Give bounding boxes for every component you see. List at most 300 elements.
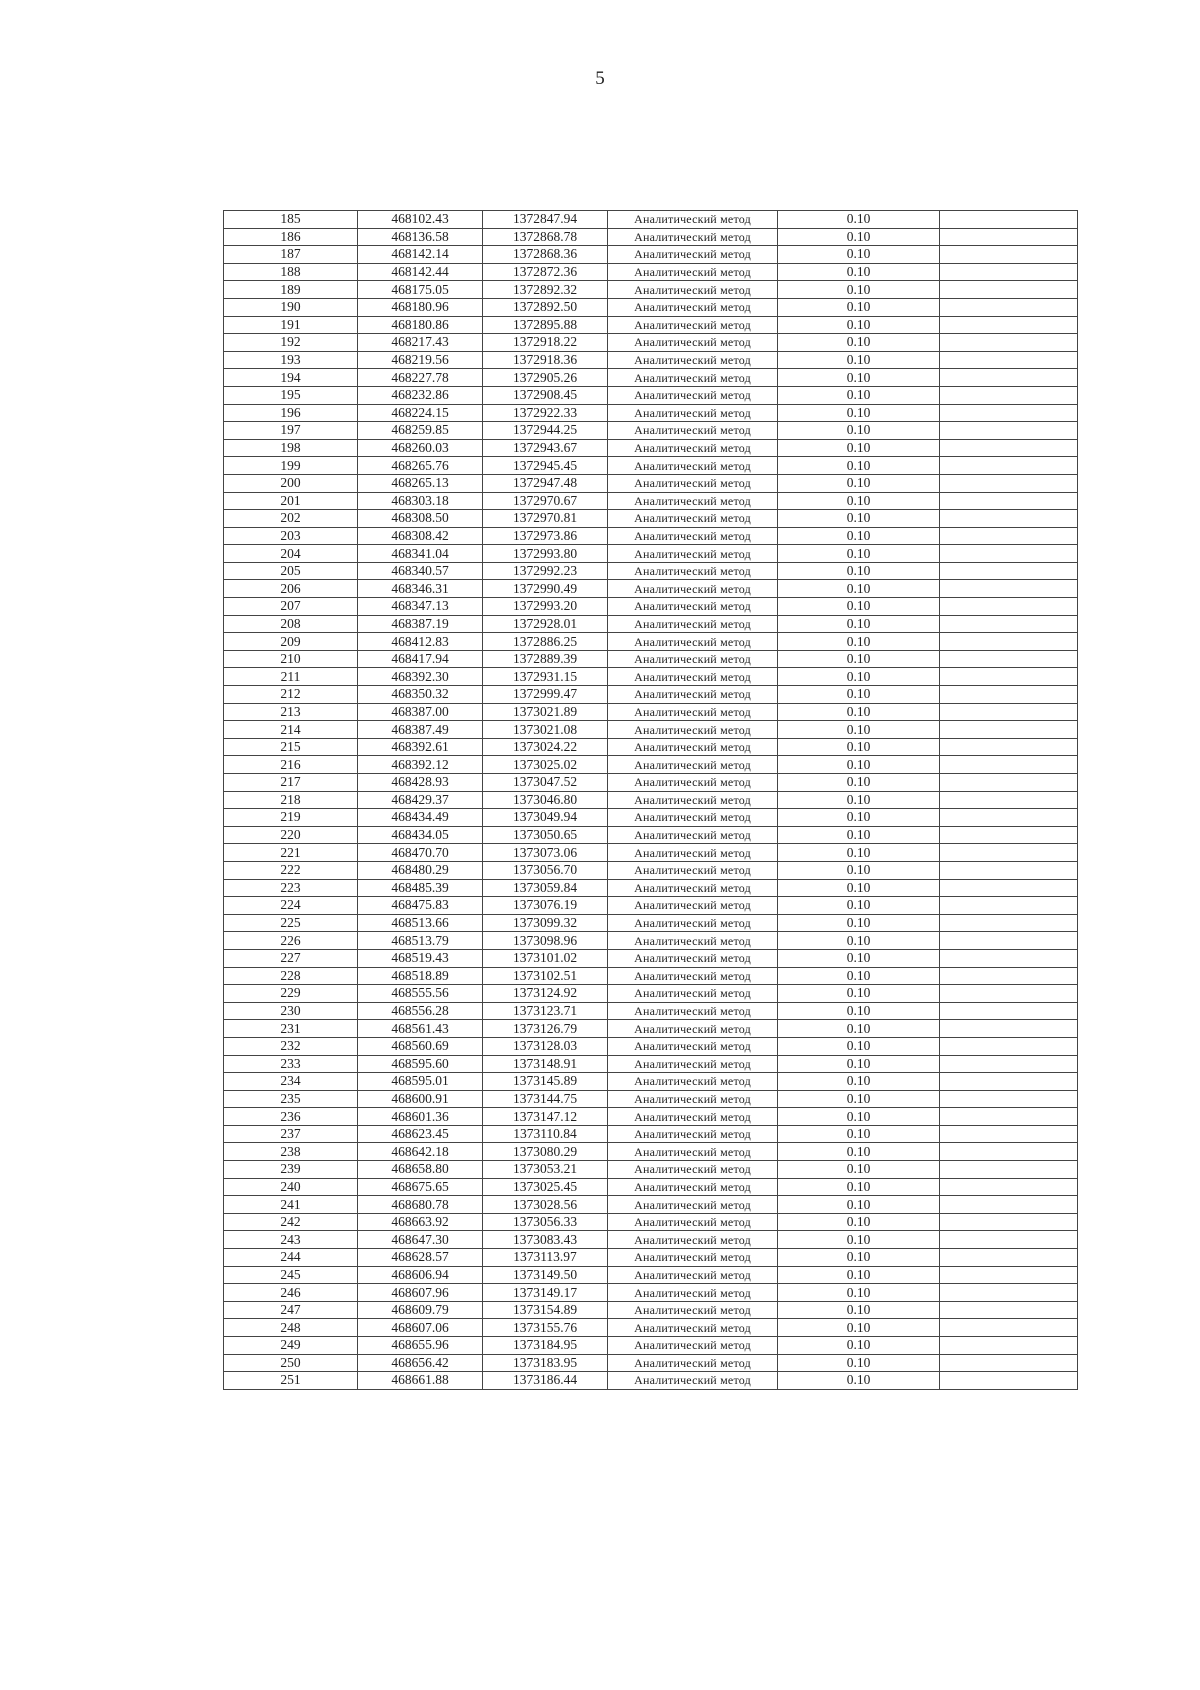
method-cell: Аналитический метод xyxy=(608,545,778,563)
method-cell: Аналитический метод xyxy=(608,369,778,387)
accuracy-cell: 0.10 xyxy=(778,457,940,475)
y-coordinate-cell: 1372922.33 xyxy=(483,404,608,422)
point-number-cell: 189 xyxy=(224,281,358,299)
accuracy-cell: 0.10 xyxy=(778,281,940,299)
note-cell xyxy=(940,844,1078,862)
point-number-cell: 203 xyxy=(224,527,358,545)
method-cell: Аналитический метод xyxy=(608,1337,778,1355)
point-number-cell: 194 xyxy=(224,369,358,387)
note-cell xyxy=(940,1020,1078,1038)
point-number-cell: 201 xyxy=(224,492,358,510)
accuracy-cell: 0.10 xyxy=(778,1125,940,1143)
x-coordinate-cell: 468217.43 xyxy=(358,334,483,352)
method-cell: Аналитический метод xyxy=(608,1196,778,1214)
note-cell xyxy=(940,791,1078,809)
y-coordinate-cell: 1373102.51 xyxy=(483,967,608,985)
y-coordinate-cell: 1372905.26 xyxy=(483,369,608,387)
note-cell xyxy=(940,1372,1078,1390)
y-coordinate-cell: 1373144.75 xyxy=(483,1090,608,1108)
y-coordinate-cell: 1373148.91 xyxy=(483,1055,608,1073)
x-coordinate-cell: 468392.30 xyxy=(358,668,483,686)
x-coordinate-cell: 468600.91 xyxy=(358,1090,483,1108)
y-coordinate-cell: 1372993.80 xyxy=(483,545,608,563)
x-coordinate-cell: 468675.65 xyxy=(358,1178,483,1196)
table-row xyxy=(224,351,1078,369)
note-cell xyxy=(940,932,1078,950)
accuracy-cell: 0.10 xyxy=(778,985,940,1003)
accuracy-cell: 0.10 xyxy=(778,492,940,510)
method-cell: Аналитический метод xyxy=(608,791,778,809)
accuracy-cell: 0.10 xyxy=(778,897,940,915)
y-coordinate-cell: 1373183.95 xyxy=(483,1354,608,1372)
point-number-cell: 225 xyxy=(224,914,358,932)
table-row xyxy=(224,369,1078,387)
method-cell: Аналитический метод xyxy=(608,562,778,580)
table-row xyxy=(224,967,1078,985)
table-row xyxy=(224,1354,1078,1372)
y-coordinate-cell: 1373147.12 xyxy=(483,1108,608,1126)
method-cell: Аналитический метод xyxy=(608,1301,778,1319)
point-number-cell: 239 xyxy=(224,1161,358,1179)
method-cell: Аналитический метод xyxy=(608,809,778,827)
note-cell xyxy=(940,1337,1078,1355)
point-number-cell: 233 xyxy=(224,1055,358,1073)
y-coordinate-cell: 1373155.76 xyxy=(483,1319,608,1337)
y-coordinate-cell: 1372928.01 xyxy=(483,615,608,633)
note-cell xyxy=(940,967,1078,985)
accuracy-cell: 0.10 xyxy=(778,527,940,545)
note-cell xyxy=(940,492,1078,510)
method-cell: Аналитический метод xyxy=(608,211,778,229)
point-number-cell: 230 xyxy=(224,1002,358,1020)
note-cell xyxy=(940,351,1078,369)
note-cell xyxy=(940,1319,1078,1337)
x-coordinate-cell: 468387.00 xyxy=(358,703,483,721)
point-number-cell: 223 xyxy=(224,879,358,897)
table-row xyxy=(224,1002,1078,1020)
point-number-cell: 192 xyxy=(224,334,358,352)
point-number-cell: 199 xyxy=(224,457,358,475)
point-number-cell: 218 xyxy=(224,791,358,809)
note-cell xyxy=(940,580,1078,598)
x-coordinate-cell: 468560.69 xyxy=(358,1037,483,1055)
table-row xyxy=(224,281,1078,299)
note-cell xyxy=(940,897,1078,915)
x-coordinate-cell: 468519.43 xyxy=(358,949,483,967)
method-cell: Аналитический метод xyxy=(608,439,778,457)
y-coordinate-cell: 1372999.47 xyxy=(483,686,608,704)
table-row xyxy=(224,1249,1078,1267)
accuracy-cell: 0.10 xyxy=(778,474,940,492)
accuracy-cell: 0.10 xyxy=(778,316,940,334)
accuracy-cell: 0.10 xyxy=(778,211,940,229)
x-coordinate-cell: 468606.94 xyxy=(358,1266,483,1284)
accuracy-cell: 0.10 xyxy=(778,422,940,440)
y-coordinate-cell: 1372892.50 xyxy=(483,298,608,316)
y-coordinate-cell: 1373126.79 xyxy=(483,1020,608,1038)
y-coordinate-cell: 1373149.50 xyxy=(483,1266,608,1284)
x-coordinate-cell: 468555.56 xyxy=(358,985,483,1003)
x-coordinate-cell: 468607.96 xyxy=(358,1284,483,1302)
accuracy-cell: 0.10 xyxy=(778,774,940,792)
method-cell: Аналитический метод xyxy=(608,316,778,334)
x-coordinate-cell: 468513.66 xyxy=(358,914,483,932)
table-row xyxy=(224,756,1078,774)
accuracy-cell: 0.10 xyxy=(778,1301,940,1319)
y-coordinate-cell: 1372918.36 xyxy=(483,351,608,369)
point-number-cell: 232 xyxy=(224,1037,358,1055)
y-coordinate-cell: 1373025.02 xyxy=(483,756,608,774)
table-row xyxy=(224,686,1078,704)
table-row xyxy=(224,650,1078,668)
point-number-cell: 231 xyxy=(224,1020,358,1038)
note-cell xyxy=(940,1354,1078,1372)
table-row xyxy=(224,298,1078,316)
point-number-cell: 228 xyxy=(224,967,358,985)
y-coordinate-cell: 1373073.06 xyxy=(483,844,608,862)
x-coordinate-cell: 468224.15 xyxy=(358,404,483,422)
method-cell: Аналитический метод xyxy=(608,1372,778,1390)
method-cell: Аналитический метод xyxy=(608,598,778,616)
y-coordinate-cell: 1372945.45 xyxy=(483,457,608,475)
note-cell xyxy=(940,1125,1078,1143)
point-number-cell: 247 xyxy=(224,1301,358,1319)
method-cell: Аналитический метод xyxy=(608,298,778,316)
method-cell: Аналитический метод xyxy=(608,1090,778,1108)
table-row xyxy=(224,1143,1078,1161)
y-coordinate-cell: 1372943.67 xyxy=(483,439,608,457)
table-row xyxy=(224,1108,1078,1126)
table-row xyxy=(224,844,1078,862)
accuracy-cell: 0.10 xyxy=(778,756,940,774)
method-cell: Аналитический метод xyxy=(608,897,778,915)
point-number-cell: 224 xyxy=(224,897,358,915)
note-cell xyxy=(940,439,1078,457)
x-coordinate-cell: 468142.14 xyxy=(358,246,483,264)
method-cell: Аналитический метод xyxy=(608,1284,778,1302)
accuracy-cell: 0.10 xyxy=(778,510,940,528)
note-cell xyxy=(940,422,1078,440)
note-cell xyxy=(940,1213,1078,1231)
table-row xyxy=(224,1020,1078,1038)
table-row xyxy=(224,1372,1078,1390)
page-number: 5 xyxy=(595,68,605,89)
table-row xyxy=(224,1266,1078,1284)
method-cell: Аналитический метод xyxy=(608,844,778,862)
note-cell xyxy=(940,316,1078,334)
point-number-cell: 185 xyxy=(224,211,358,229)
x-coordinate-cell: 468412.83 xyxy=(358,633,483,651)
method-cell: Аналитический метод xyxy=(608,334,778,352)
note-cell xyxy=(940,633,1078,651)
point-number-cell: 213 xyxy=(224,703,358,721)
method-cell: Аналитический метод xyxy=(608,492,778,510)
y-coordinate-cell: 1373024.22 xyxy=(483,738,608,756)
y-coordinate-cell: 1372947.48 xyxy=(483,474,608,492)
point-number-cell: 251 xyxy=(224,1372,358,1390)
note-cell xyxy=(940,1301,1078,1319)
point-number-cell: 246 xyxy=(224,1284,358,1302)
point-number-cell: 202 xyxy=(224,510,358,528)
y-coordinate-cell: 1373047.52 xyxy=(483,774,608,792)
method-cell: Аналитический метод xyxy=(608,404,778,422)
method-cell: Аналитический метод xyxy=(608,474,778,492)
point-number-cell: 250 xyxy=(224,1354,358,1372)
method-cell: Аналитический метод xyxy=(608,228,778,246)
note-cell xyxy=(940,228,1078,246)
table-row xyxy=(224,774,1078,792)
point-number-cell: 191 xyxy=(224,316,358,334)
point-number-cell: 207 xyxy=(224,598,358,616)
point-number-cell: 214 xyxy=(224,721,358,739)
accuracy-cell: 0.10 xyxy=(778,721,940,739)
x-coordinate-cell: 468340.57 xyxy=(358,562,483,580)
method-cell: Аналитический метод xyxy=(608,1002,778,1020)
table-row xyxy=(224,439,1078,457)
table-row xyxy=(224,1178,1078,1196)
table-row xyxy=(224,615,1078,633)
point-number-cell: 188 xyxy=(224,263,358,281)
table-row xyxy=(224,228,1078,246)
table-row xyxy=(224,738,1078,756)
note-cell xyxy=(940,510,1078,528)
accuracy-cell: 0.10 xyxy=(778,844,940,862)
table-row xyxy=(224,1284,1078,1302)
x-coordinate-cell: 468642.18 xyxy=(358,1143,483,1161)
table-row xyxy=(224,985,1078,1003)
y-coordinate-cell: 1372908.45 xyxy=(483,386,608,404)
x-coordinate-cell: 468663.92 xyxy=(358,1213,483,1231)
accuracy-cell: 0.10 xyxy=(778,1090,940,1108)
y-coordinate-cell: 1373056.33 xyxy=(483,1213,608,1231)
table-row xyxy=(224,527,1078,545)
table-row xyxy=(224,422,1078,440)
x-coordinate-cell: 468392.12 xyxy=(358,756,483,774)
method-cell: Аналитический метод xyxy=(608,703,778,721)
x-coordinate-cell: 468513.79 xyxy=(358,932,483,950)
y-coordinate-cell: 1373056.70 xyxy=(483,861,608,879)
x-coordinate-cell: 468303.18 xyxy=(358,492,483,510)
y-coordinate-cell: 1372990.49 xyxy=(483,580,608,598)
note-cell xyxy=(940,298,1078,316)
method-cell: Аналитический метод xyxy=(608,1055,778,1073)
table-row xyxy=(224,334,1078,352)
point-number-cell: 204 xyxy=(224,545,358,563)
x-coordinate-cell: 468387.49 xyxy=(358,721,483,739)
table-row xyxy=(224,510,1078,528)
method-cell: Аналитический метод xyxy=(608,774,778,792)
accuracy-cell: 0.10 xyxy=(778,791,940,809)
table-row xyxy=(224,826,1078,844)
accuracy-cell: 0.10 xyxy=(778,826,940,844)
x-coordinate-cell: 468429.37 xyxy=(358,791,483,809)
point-number-cell: 237 xyxy=(224,1125,358,1143)
table-row xyxy=(224,879,1078,897)
table-row xyxy=(224,668,1078,686)
point-number-cell: 212 xyxy=(224,686,358,704)
point-number-cell: 216 xyxy=(224,756,358,774)
note-cell xyxy=(940,386,1078,404)
x-coordinate-cell: 468428.93 xyxy=(358,774,483,792)
accuracy-cell: 0.10 xyxy=(778,633,940,651)
method-cell: Аналитический метод xyxy=(608,914,778,932)
accuracy-cell: 0.10 xyxy=(778,580,940,598)
point-number-cell: 222 xyxy=(224,861,358,879)
table-row xyxy=(224,949,1078,967)
note-cell xyxy=(940,1196,1078,1214)
point-number-cell: 195 xyxy=(224,386,358,404)
x-coordinate-cell: 468658.80 xyxy=(358,1161,483,1179)
y-coordinate-cell: 1373113.97 xyxy=(483,1249,608,1267)
y-coordinate-cell: 1373184.95 xyxy=(483,1337,608,1355)
y-coordinate-cell: 1373049.94 xyxy=(483,809,608,827)
accuracy-cell: 0.10 xyxy=(778,1073,940,1091)
x-coordinate-cell: 468232.86 xyxy=(358,386,483,404)
point-number-cell: 241 xyxy=(224,1196,358,1214)
y-coordinate-cell: 1373050.65 xyxy=(483,826,608,844)
x-coordinate-cell: 468556.28 xyxy=(358,1002,483,1020)
note-cell xyxy=(940,703,1078,721)
note-cell xyxy=(940,545,1078,563)
y-coordinate-cell: 1373021.89 xyxy=(483,703,608,721)
note-cell xyxy=(940,1108,1078,1126)
point-number-cell: 220 xyxy=(224,826,358,844)
table-row xyxy=(224,263,1078,281)
x-coordinate-cell: 468475.83 xyxy=(358,897,483,915)
x-coordinate-cell: 468470.70 xyxy=(358,844,483,862)
note-cell xyxy=(940,404,1078,422)
table-row xyxy=(224,404,1078,422)
accuracy-cell: 0.10 xyxy=(778,1266,940,1284)
point-number-cell: 236 xyxy=(224,1108,358,1126)
note-cell xyxy=(940,615,1078,633)
method-cell: Аналитический метод xyxy=(608,879,778,897)
x-coordinate-cell: 468647.30 xyxy=(358,1231,483,1249)
table-row xyxy=(224,703,1078,721)
note-cell xyxy=(940,686,1078,704)
point-number-cell: 198 xyxy=(224,439,358,457)
point-number-cell: 249 xyxy=(224,1337,358,1355)
point-number-cell: 244 xyxy=(224,1249,358,1267)
table-row xyxy=(224,1231,1078,1249)
table-row xyxy=(224,809,1078,827)
accuracy-cell: 0.10 xyxy=(778,615,940,633)
point-number-cell: 215 xyxy=(224,738,358,756)
table-row xyxy=(224,211,1078,229)
accuracy-cell: 0.10 xyxy=(778,1020,940,1038)
table-row xyxy=(224,1319,1078,1337)
accuracy-cell: 0.10 xyxy=(778,263,940,281)
x-coordinate-cell: 468308.42 xyxy=(358,527,483,545)
x-coordinate-cell: 468227.78 xyxy=(358,369,483,387)
accuracy-cell: 0.10 xyxy=(778,369,940,387)
y-coordinate-cell: 1373186.44 xyxy=(483,1372,608,1390)
table-row xyxy=(224,562,1078,580)
y-coordinate-cell: 1372889.39 xyxy=(483,650,608,668)
y-coordinate-cell: 1373076.19 xyxy=(483,897,608,915)
x-coordinate-cell: 468180.86 xyxy=(358,316,483,334)
y-coordinate-cell: 1373101.02 xyxy=(483,949,608,967)
y-coordinate-cell: 1373123.71 xyxy=(483,1002,608,1020)
y-coordinate-cell: 1372872.36 xyxy=(483,263,608,281)
y-coordinate-cell: 1372970.81 xyxy=(483,510,608,528)
table-row xyxy=(224,598,1078,616)
point-number-cell: 211 xyxy=(224,668,358,686)
method-cell: Аналитический метод xyxy=(608,1213,778,1231)
x-coordinate-cell: 468595.60 xyxy=(358,1055,483,1073)
y-coordinate-cell: 1372868.36 xyxy=(483,246,608,264)
note-cell xyxy=(940,474,1078,492)
y-coordinate-cell: 1372892.32 xyxy=(483,281,608,299)
accuracy-cell: 0.10 xyxy=(778,1161,940,1179)
accuracy-cell: 0.10 xyxy=(778,1196,940,1214)
note-cell xyxy=(940,949,1078,967)
y-coordinate-cell: 1373028.56 xyxy=(483,1196,608,1214)
note-cell xyxy=(940,1231,1078,1249)
method-cell: Аналитический метод xyxy=(608,1354,778,1372)
note-cell xyxy=(940,985,1078,1003)
point-number-cell: 235 xyxy=(224,1090,358,1108)
table-row xyxy=(224,633,1078,651)
y-coordinate-cell: 1373098.96 xyxy=(483,932,608,950)
note-cell xyxy=(940,861,1078,879)
method-cell: Аналитический метод xyxy=(608,1161,778,1179)
table-row xyxy=(224,1196,1078,1214)
x-coordinate-cell: 468142.44 xyxy=(358,263,483,281)
accuracy-cell: 0.10 xyxy=(778,949,940,967)
point-number-cell: 208 xyxy=(224,615,358,633)
y-coordinate-cell: 1372895.88 xyxy=(483,316,608,334)
note-cell xyxy=(940,1002,1078,1020)
y-coordinate-cell: 1373021.08 xyxy=(483,721,608,739)
x-coordinate-cell: 468180.96 xyxy=(358,298,483,316)
y-coordinate-cell: 1373053.21 xyxy=(483,1161,608,1179)
x-coordinate-cell: 468595.01 xyxy=(358,1073,483,1091)
point-number-cell: 205 xyxy=(224,562,358,580)
table-row xyxy=(224,791,1078,809)
accuracy-cell: 0.10 xyxy=(778,562,940,580)
note-cell xyxy=(940,1073,1078,1091)
accuracy-cell: 0.10 xyxy=(778,738,940,756)
accuracy-cell: 0.10 xyxy=(778,1143,940,1161)
accuracy-cell: 0.10 xyxy=(778,404,940,422)
note-cell xyxy=(940,914,1078,932)
note-cell xyxy=(940,668,1078,686)
accuracy-cell: 0.10 xyxy=(778,598,940,616)
x-coordinate-cell: 468434.05 xyxy=(358,826,483,844)
method-cell: Аналитический метод xyxy=(608,263,778,281)
accuracy-cell: 0.10 xyxy=(778,1002,940,1020)
table-row xyxy=(224,897,1078,915)
note-cell xyxy=(940,334,1078,352)
method-cell: Аналитический метод xyxy=(608,386,778,404)
x-coordinate-cell: 468175.05 xyxy=(358,281,483,299)
note-cell xyxy=(940,879,1078,897)
accuracy-cell: 0.10 xyxy=(778,298,940,316)
table-row xyxy=(224,246,1078,264)
point-number-cell: 248 xyxy=(224,1319,358,1337)
accuracy-cell: 0.10 xyxy=(778,1284,940,1302)
note-cell xyxy=(940,826,1078,844)
x-coordinate-cell: 468308.50 xyxy=(358,510,483,528)
method-cell: Аналитический метод xyxy=(608,1037,778,1055)
coordinates-table xyxy=(223,210,1078,1390)
accuracy-cell: 0.10 xyxy=(778,334,940,352)
method-cell: Аналитический метод xyxy=(608,932,778,950)
y-coordinate-cell: 1372918.22 xyxy=(483,334,608,352)
point-number-cell: 221 xyxy=(224,844,358,862)
accuracy-cell: 0.10 xyxy=(778,1354,940,1372)
